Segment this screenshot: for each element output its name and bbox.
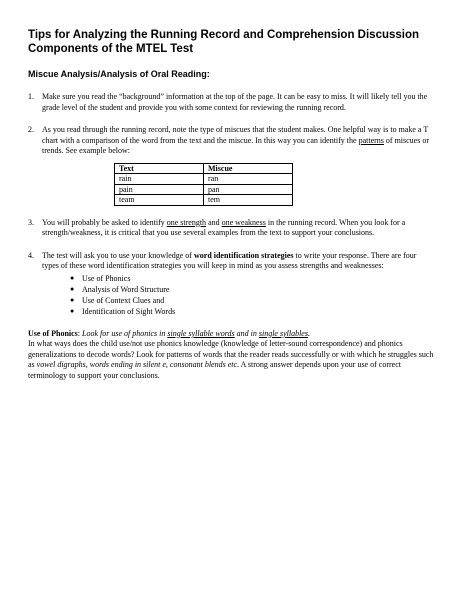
tip-text: As you read through the running record, note the type of miscues that the student makes. One helpful way is to make a T chart with a comparison of the word from the text and the miscue. In this way you can identify the [42,125,429,145]
phonics-label: Use of Phonics [28,328,78,338]
tip-text: You will probably be asked to identify [42,217,167,227]
strategy-label: Analysis of Word Structure [82,284,170,294]
strategy-label: Use of Phonics [82,273,131,283]
tip-item-1 [28,92,434,113]
document-title: Tips for Analyzing the Running Record and Comprehension Discussion Components of the MTEL Test [28,29,420,55]
section-heading: Miscue Analysis/Analysis of Oral Reading: [28,69,210,79]
bullet-icon: ● [70,306,75,315]
strategy-label: Use of Context Clues and [82,295,165,305]
tip-bold-text: word identification strategies [193,250,294,260]
tip-number: 2. [28,125,34,134]
paragraph-italic-text: vowel digraphs, words ending in silent e, consonant blends etc [36,360,238,369]
bullet-icon: ● [70,284,75,293]
list-item [70,284,434,295]
bullet-icon: ● [70,295,75,304]
table-cell: pan [204,184,293,195]
tip-text: Make sure you read the “background” information at the top of the page. It can be easy to miss. It will likely tell you the grade level of the student and provide you with some context for reviewing the running record. [42,92,428,112]
tip-number: 4. [28,250,34,260]
table-cell: pain [115,184,204,195]
tip-item-4 [28,251,434,317]
list-item [70,295,434,306]
strategies-list [42,273,434,317]
table-row [115,195,293,206]
phonics-italic-text: . [307,328,310,338]
tip-text: and [206,217,222,227]
list-item [70,273,434,284]
tip-item-2 [28,125,434,206]
tip-number: 3. [28,217,34,227]
strategy-label: Identification of Sight Words [82,306,176,316]
table-row [115,174,293,185]
phonics-italic-text: Look for use of phonics in [82,328,168,338]
tip-underlined-text: one strength [166,217,207,227]
tip-text: The test will ask you to use your knowledge of [42,250,194,260]
table-cell: tem [204,195,293,206]
t-chart-header-text: Text [115,163,204,174]
t-chart-table [114,163,293,206]
tip-item-3 [28,218,434,239]
phonics-heading [28,329,434,340]
table-cell: rain [115,174,204,185]
paragraph-text: . A strong answer depends upon your use of correct terminology to support your conclusions. [28,360,401,380]
tips-list [28,92,434,317]
phonics-paragraph [28,339,434,381]
table-row [115,184,293,195]
tip-underlined-text: one weakness [221,217,266,227]
phonics-colon: : [77,328,83,338]
paragraph-text: In what ways does the child use/not use phonics knowledge (knowledge of letter-sound correspondence) and phonics generalizations to decode words? Look for patterns of words that the reader reads successfully or with which he struggles such as [28,339,434,369]
tip-number: 1. [28,92,34,101]
tip-text: to write your response. There are four types of these word identification strategies you will keep in mind as you assess strengths and weaknesses: [42,250,417,270]
tip-underlined-text: patterns [358,135,384,145]
tip-text: in the running record. When you look for a strength/weakness, it is critical that you use several examples from the text to support your conclusions. [42,217,406,237]
phonics-underlined-text: single syllables [258,328,308,338]
phonics-italic-text: and in [234,328,259,338]
t-chart-header-row [115,163,293,174]
table-cell: ran [204,174,293,185]
bullet-icon: ● [70,273,75,282]
list-item [70,306,434,317]
phonics-underlined-text: single syllable words [167,328,235,338]
t-chart-header-miscue: Miscue [204,163,293,174]
tip-text: of miscues or trends. See example below: [42,135,430,155]
table-cell: team [115,195,204,206]
